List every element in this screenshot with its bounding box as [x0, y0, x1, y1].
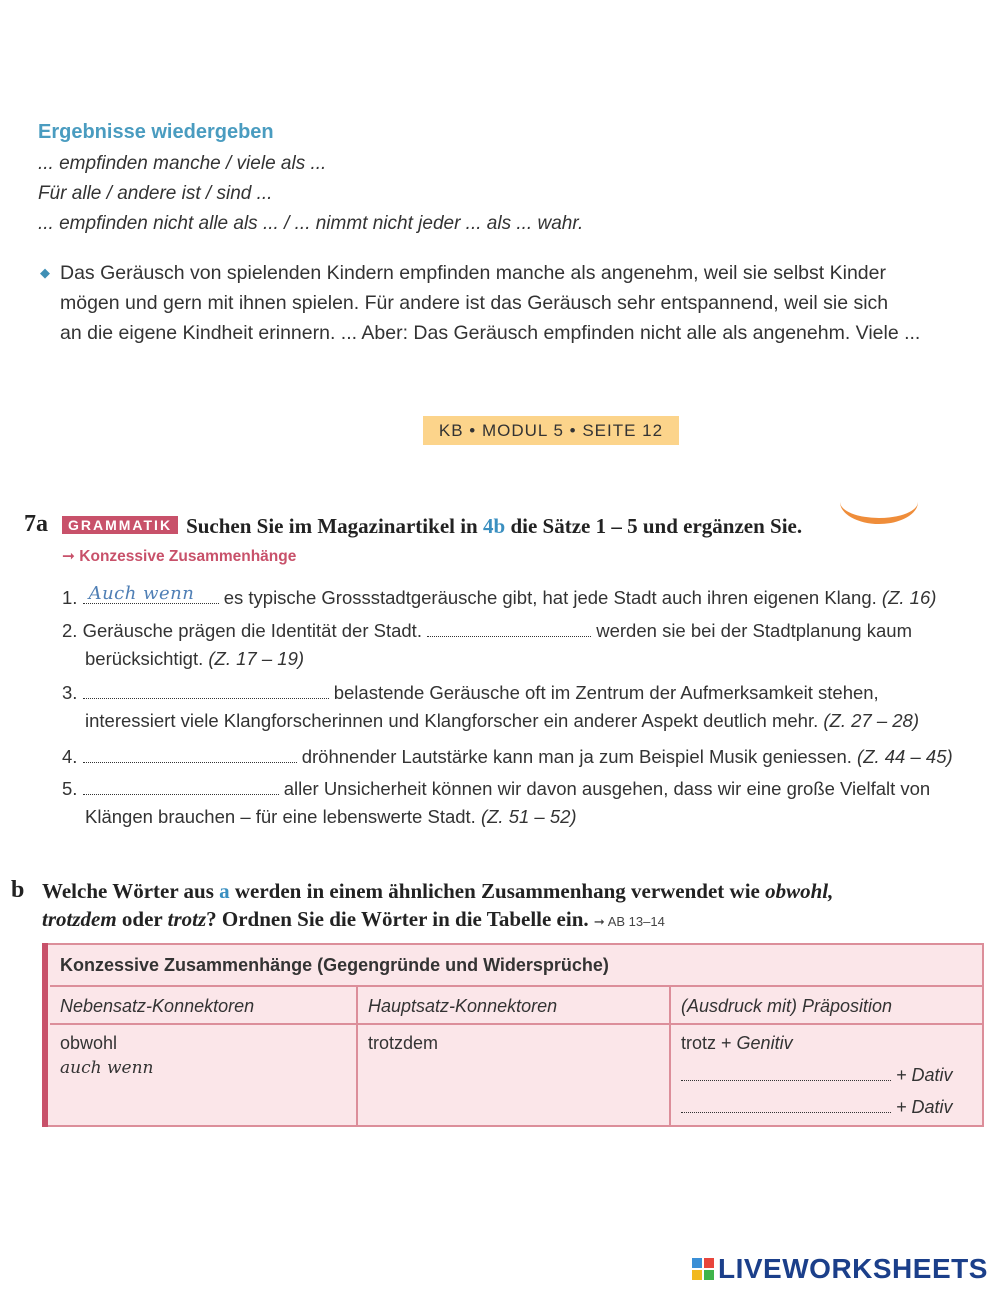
exercise-number-7a: 7a	[24, 511, 48, 537]
dativ-row-2	[671, 1094, 982, 1118]
answer-blank-4[interactable]	[83, 744, 297, 763]
cell-obwohl: obwohl	[60, 1033, 118, 1053]
table-accent-bar	[42, 943, 48, 1127]
kb-module-badge: KB • MODUL 5 • SEITE 12	[423, 416, 679, 445]
item-text: es typische Grossstadtgeräusche gibt, hat jede Stadt auch ihren eigenen Klang.	[223, 587, 877, 608]
item-number: 5.	[62, 778, 78, 799]
answer-blank-5[interactable]	[83, 776, 279, 795]
item-text: dröhnender Lautstärke kann man ja zum Beispiel Musik geniessen.	[301, 746, 852, 767]
item-2-cont	[85, 648, 304, 670]
phrase-line-2: Für alle / andere ist / sind ...	[38, 183, 273, 204]
logo-square-red	[704, 1258, 714, 1268]
item-3-cont	[85, 710, 919, 732]
cell-handwritten-answer[interactable]: auch wenn	[60, 1058, 154, 1078]
item-2	[62, 618, 912, 642]
line-ref: (Z. 16)	[881, 587, 937, 608]
item-text: belastende Geräusche oft im Zentrum der Aufmerksamkeit stehen,	[333, 682, 879, 703]
dativ-label: + Dativ	[896, 1065, 953, 1085]
item-3	[62, 680, 879, 704]
column-header: Hauptsatz-Konnektoren	[358, 987, 669, 1025]
item-5	[62, 776, 930, 800]
b-post: ? Ordnen Sie die Wörter in die Tabelle ein.	[206, 907, 589, 931]
dativ-row-1	[671, 1062, 982, 1086]
orange-arc-decoration	[840, 480, 918, 524]
column-header: Nebensatz-Konnektoren	[50, 987, 356, 1025]
example-line-3: an die eigene Kindheit erinnern. ... Aber: Das Geräusch empfinden nicht alle als angenehm. Viele ...	[60, 322, 921, 344]
column-praeposition	[671, 987, 982, 1125]
grammatik-tag: GRAMMATIK	[62, 516, 178, 534]
grammar-reference: ➞ Konzessive Zusammenhänge	[62, 548, 297, 565]
item-cont: berücksichtigt.	[85, 648, 204, 669]
logo-square-blue	[692, 1258, 702, 1268]
item-text: werden sie bei der Stadtplanung kaum	[596, 620, 912, 641]
item-5-cont	[85, 806, 577, 828]
line-ref: (Z. 17 – 19)	[208, 648, 305, 669]
concessive-table	[42, 943, 984, 1127]
task-ref-4b: 4b	[483, 514, 506, 538]
b-oder: oder	[121, 907, 163, 931]
column-header: (Ausdruck mit) Präposition	[671, 987, 982, 1025]
line-ref: (Z. 44 – 45)	[857, 746, 953, 767]
logo-text: LIVEWORKSHEETS	[718, 1253, 988, 1284]
column-nebensatz	[50, 987, 358, 1125]
b-italic-trotzdem: trotzdem	[42, 907, 117, 931]
ab-reference: ➞ AB 13–14	[593, 914, 665, 929]
item-1	[62, 585, 936, 609]
item-pre: Geräusche prägen die Identität der Stadt.	[82, 620, 422, 641]
task-post: die Sätze 1 – 5 und ergänzen Sie.	[510, 514, 803, 538]
column-hauptsatz	[358, 987, 671, 1125]
task-pre: Suchen Sie im Magazinartikel in	[186, 514, 478, 538]
cell-trotz-genitiv	[671, 1025, 982, 1054]
line-ref: (Z. 51 – 52)	[480, 806, 577, 827]
item-number: 4.	[62, 746, 78, 767]
exercise-b-line-2	[42, 907, 665, 932]
line-ref: (Z. 27 – 28)	[823, 710, 920, 731]
logo-square-yellow	[692, 1270, 702, 1280]
trotz-label: trotz +	[681, 1033, 732, 1053]
answer-blank-1[interactable]	[83, 585, 219, 604]
example-bullet	[38, 258, 978, 348]
exercise-letter-b: b	[11, 877, 25, 903]
item-number: 3.	[62, 682, 78, 703]
item-text: aller Unsicherheit können wir davon ausgehen, dass wir eine große Vielfalt von	[283, 778, 931, 799]
item-number: 2.	[62, 620, 78, 641]
diamond-bullet-icon: ◆	[40, 265, 50, 280]
cell-trotzdem: trotzdem	[368, 1033, 439, 1053]
phrase-line-1: ... empfinden manche / viele als ...	[38, 153, 327, 174]
item-cont: interessiert viele Klangforscherinnen und Klangforscher ein anderer Aspekt deutlich mehr.	[85, 710, 819, 731]
handwritten-answer-1: Auch wenn	[88, 583, 195, 604]
answer-blank-3[interactable]	[83, 680, 329, 699]
exercise-b-line-1	[42, 879, 833, 904]
item-number: 1.	[62, 587, 78, 608]
example-line-1: Das Geräusch von spielenden Kindern empfinden manche als angenehm, weil sie selbst Kinder	[60, 262, 886, 284]
table-title: Konzessive Zusammenhänge (Gegengründe und Widersprüche)	[50, 945, 982, 987]
b-ref-a: a	[219, 879, 230, 903]
b-italic-obwohl: obwohl,	[765, 879, 834, 903]
answer-blank-2[interactable]	[427, 618, 591, 637]
b-mid: werden in einem ähnlichen Zusammenhang verwendet wie	[234, 879, 760, 903]
phrases-title: Ergebnisse wiedergeben	[38, 121, 274, 143]
exercise-7a-task	[62, 514, 802, 539]
b-italic-trotz: trotz	[167, 907, 207, 931]
dativ-label: + Dativ	[896, 1097, 953, 1117]
genitiv-label: Genitiv	[736, 1033, 793, 1053]
phrase-line-3: ... empfinden nicht alle als ... / ... nimmt nicht jeder ... als ... wahr.	[38, 213, 584, 234]
logo-square-green	[704, 1270, 714, 1280]
b-pre: Welche Wörter aus	[42, 879, 214, 903]
dativ-blank-2[interactable]	[681, 1094, 891, 1113]
item-cont: Klängen brauchen – für eine lebenswerte Stadt.	[85, 806, 476, 827]
item-4	[62, 744, 953, 768]
dativ-blank-1[interactable]	[681, 1062, 891, 1081]
example-line-2: mögen und gern mit ihnen spielen. Für andere ist das Geräusch sehr entspannend, weil sie sich	[60, 292, 889, 314]
